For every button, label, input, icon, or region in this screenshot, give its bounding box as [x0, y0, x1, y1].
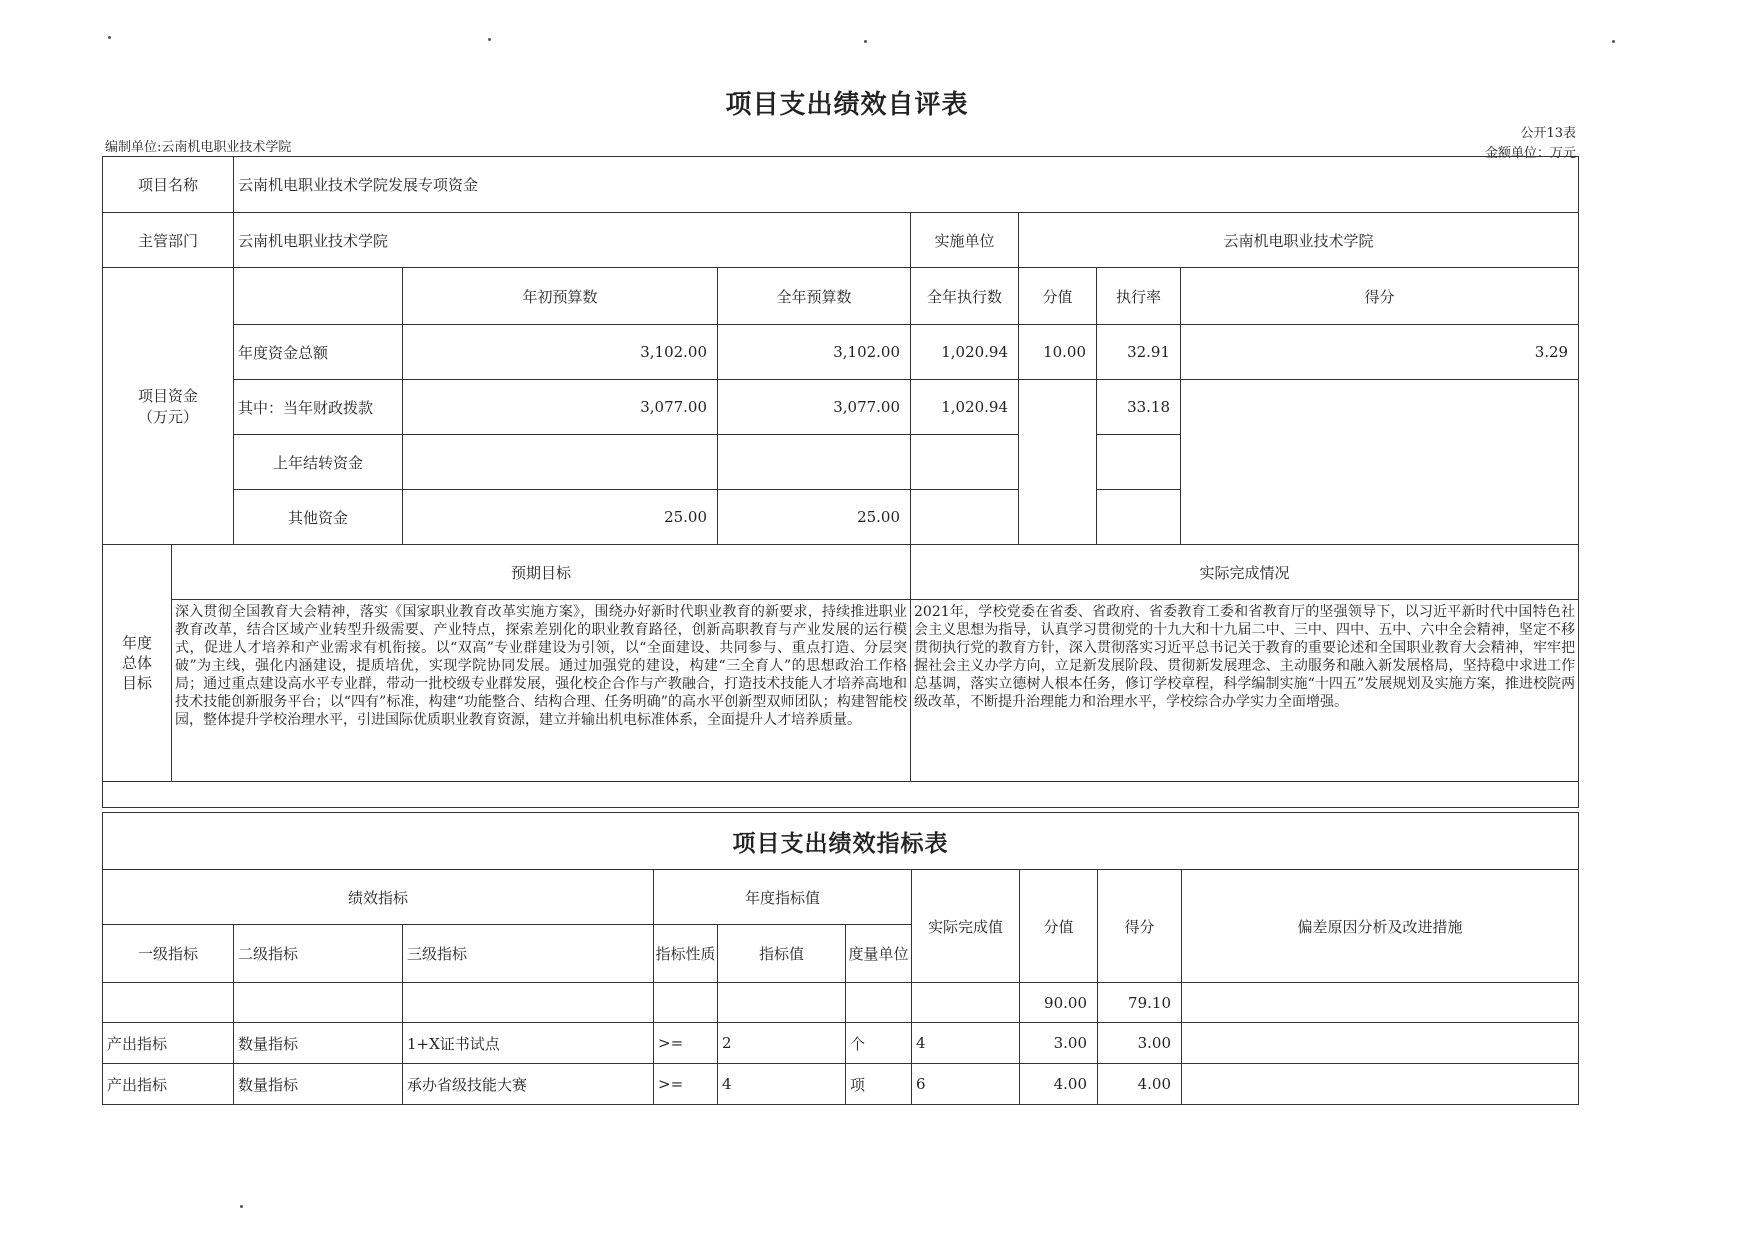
expected-goal-label: 预期目标 — [172, 545, 911, 600]
funds-row-full: 3,102.00 — [718, 325, 911, 380]
indicator-table — [102, 812, 1579, 1105]
indicator-weight: 3.00 — [1020, 1023, 1098, 1064]
blank-cell — [103, 983, 234, 1023]
funds-header-weight: 分值 — [1019, 268, 1097, 325]
indicator-level1: 产出指标 — [103, 1064, 234, 1105]
indicator-score: 3.00 — [1098, 1023, 1182, 1064]
indicator-level3: 承办省级技能大赛 — [403, 1064, 654, 1105]
funds-header-rate: 执行率 — [1097, 268, 1181, 325]
impl-value: 云南机电职业技术学院 — [1019, 213, 1579, 268]
score-label: 得分 — [1098, 870, 1182, 983]
funds-row-rate: 32.91 — [1097, 325, 1181, 380]
table-number: 公开13表 — [1520, 126, 1576, 141]
funds-row-weight: 10.00 — [1019, 325, 1097, 380]
analysis-label: 偏差原因分析及改进措施 — [1182, 870, 1579, 983]
funds-row-exec: 1,020.94 — [911, 325, 1019, 380]
funds-header-initial: 年初预算数 — [403, 268, 718, 325]
funds-row-initial: 3,102.00 — [403, 325, 718, 380]
nature-label: 指标性质 — [654, 925, 718, 983]
indicator-score: 4.00 — [1098, 1064, 1182, 1105]
indicator-unit: 个 — [846, 1023, 912, 1064]
level2-label: 二级指标 — [234, 925, 403, 983]
funds-header-blank — [234, 268, 403, 325]
indicator-level3: 1+X证书试点 — [403, 1023, 654, 1064]
indicator-nature: >= — [654, 1023, 718, 1064]
funds-row-exec — [911, 435, 1019, 490]
project-name: 云南机电职业技术学院发展专项资金 — [234, 157, 1579, 213]
unit-label: 度量单位 — [846, 925, 912, 983]
dept-label: 主管部门 — [103, 213, 234, 268]
indicator-actual: 6 — [912, 1064, 1020, 1105]
project-name-label: 项目名称 — [103, 157, 234, 213]
funds-row-full — [718, 435, 911, 490]
funds-header-exec: 全年执行数 — [911, 268, 1019, 325]
funds-row-rate: 33.18 — [1097, 380, 1181, 435]
indicator-level1: 产出指标 — [103, 1023, 234, 1064]
indicator-value: 2 — [718, 1023, 846, 1064]
indicator-analysis — [1182, 1064, 1579, 1105]
weight-label: 分值 — [1020, 870, 1098, 983]
blank-cell — [1182, 983, 1579, 1023]
actual-completion-label: 实际完成情况 — [911, 545, 1579, 600]
indicator-nature: >= — [654, 1064, 718, 1105]
funds-row-rate — [1097, 435, 1181, 490]
value-label: 指标值 — [718, 925, 846, 983]
goals-label: 年度 总体 目标 — [103, 545, 172, 782]
page-title: 项目支出绩效自评表 — [725, 90, 969, 120]
funds-row-name: 年度资金总额 — [234, 325, 403, 380]
indicator-value: 4 — [718, 1064, 846, 1105]
level3-label: 三级指标 — [403, 925, 654, 983]
funds-row-initial: 25.00 — [403, 490, 718, 545]
perf-indicator-label: 绩效指标 — [103, 870, 654, 925]
indicator-actual: 4 — [912, 1023, 1020, 1064]
funds-row-name: 上年结转资金 — [234, 435, 403, 490]
total-weight: 90.00 — [1020, 983, 1098, 1023]
funds-row-full: 25.00 — [718, 490, 911, 545]
blank-cell — [912, 983, 1020, 1023]
blank-cell — [718, 983, 846, 1023]
self-evaluation-table — [102, 156, 1579, 808]
indicator-analysis — [1182, 1023, 1579, 1064]
spacer-row — [103, 782, 1579, 808]
funds-row-full: 3,077.00 — [718, 380, 911, 435]
indicator-table-title: 项目支出绩效指标表 — [103, 813, 1579, 870]
actual-value-label: 实际完成值 — [912, 870, 1020, 983]
dept-value: 云南机电职业技术学院 — [234, 213, 911, 268]
funds-row-initial: 3,077.00 — [403, 380, 718, 435]
blank-cell — [234, 983, 403, 1023]
indicator-weight: 4.00 — [1020, 1064, 1098, 1105]
compiling-unit: 编制单位:云南机电职业技术学院 — [105, 140, 292, 155]
blank-cell — [403, 983, 654, 1023]
level1-label: 一级指标 — [103, 925, 234, 983]
funds-row-weight — [1019, 380, 1097, 545]
indicator-unit: 项 — [846, 1064, 912, 1105]
funds-row-name: 其中：当年财政拨款 — [234, 380, 403, 435]
funds-row-exec — [911, 490, 1019, 545]
total-score: 79.10 — [1098, 983, 1182, 1023]
funds-row-score — [1181, 380, 1579, 545]
funds-row-exec: 1,020.94 — [911, 380, 1019, 435]
blank-cell — [846, 983, 912, 1023]
funds-row-name: 其他资金 — [234, 490, 403, 545]
annual-value-label: 年度指标值 — [654, 870, 912, 925]
indicator-level2: 数量指标 — [234, 1064, 403, 1105]
expected-goal-text: 深入贯彻全国教育大会精神，落实《国家职业教育改革实施方案》，围绕办好新时代职业教育的新要求，持续推进职业教育改革，结合区域产业转型升级需要、产业特点，探索差别化的职业教育路径，创新高职教育与产业发展的运行模式，促进人才培养和产业需求有机衔接。以“双高”专业群建设为引领，以“全面建设、共同参与、重点打造、分层突破”为主线，强化内涵建设，提质培优，实现学院协同发展。通过加强党的建设，构建“三全育人”的思想政治工作格局；通过重点建设高水平专业群，带动一批校级专业群发展，强化校企合作与产教融合，打造技术技能人才培养高地和技术技能创新服务平台；以“四有”标准，构建“功能整合、结构合理、任务明确”的高水平创新型双师团队；构建智能校园，整体提升学校治理水平，引进国际优质职业教育资源，建立并输出机电标准体系，全面提升人才培养质量。 — [172, 600, 911, 782]
actual-completion-text: 2021年，学校党委在省委、省政府、省委教育工委和省教育厅的坚强领导下，以习近平新时代中国特色社会主义思想为指导，认真学习贯彻党的十九大和十九届二中、三中、四中、五中、六中全会精神，坚定不移贯彻执行党的教育方针，深入贯彻落实习近平总书记关于教育的重要论述和全国职业教育大会精神，牢牢把握社会主义办学方向，立足新发展阶段、贯彻新发展理念、主动服务和融入新发展格局，坚持稳中求进工作总基调，落实立德树人根本任务，修订学校章程，科学编制实施“十四五”发展规划及实施方案，推进校院两级改革，不断提升治理能力和治理水平，学校综合办学实力全面增强。 — [911, 600, 1579, 782]
impl-label: 实施单位 — [911, 213, 1019, 268]
indicator-level2: 数量指标 — [234, 1023, 403, 1064]
funds-label: 项目资金 （万元） — [103, 268, 234, 545]
money-unit: 金额单位：万元 — [1484, 146, 1576, 161]
funds-header-full: 全年预算数 — [718, 268, 911, 325]
funds-header-score: 得分 — [1181, 268, 1579, 325]
funds-row-initial — [403, 435, 718, 490]
funds-row-score: 3.29 — [1181, 325, 1579, 380]
blank-cell — [654, 983, 718, 1023]
funds-row-rate — [1097, 490, 1181, 545]
